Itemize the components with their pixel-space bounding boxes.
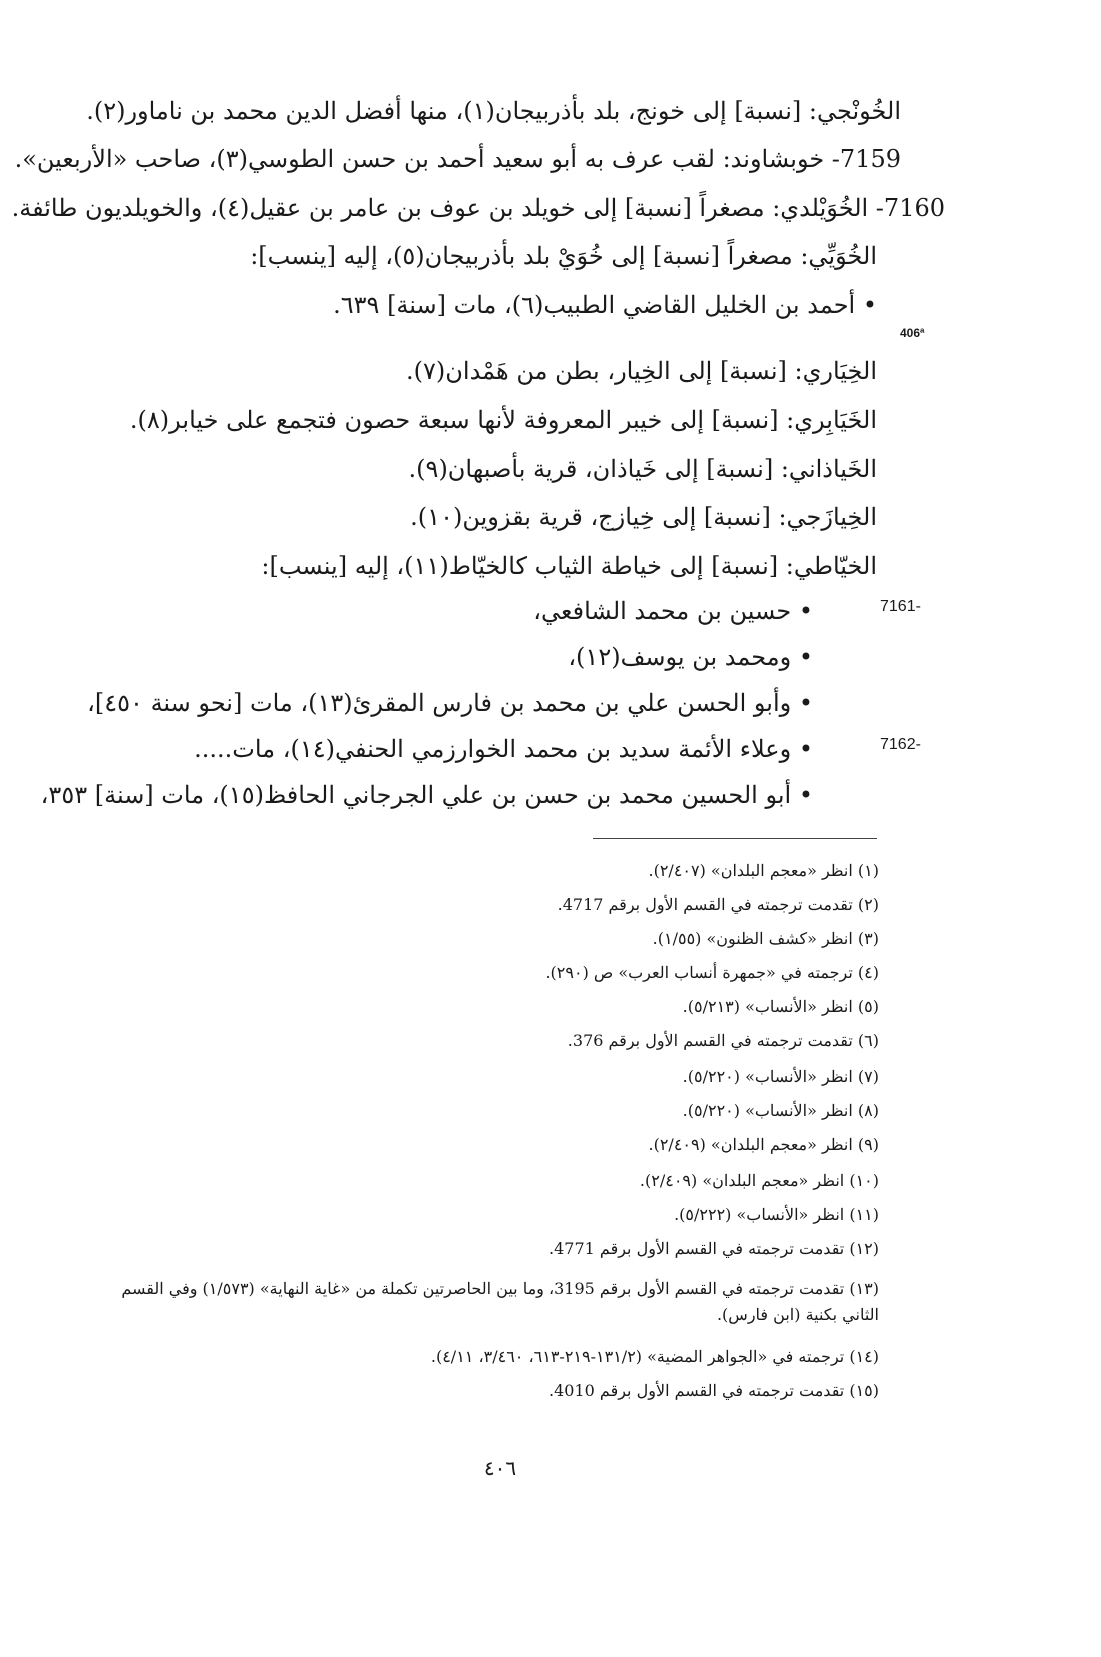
- entry-khiyazaji: الخِيازَجي: [نسبة] إلى خِيازج، قرية بقزوين(١٠).: [410, 503, 877, 531]
- footnote-2: (٢) تقدمت ترجمته في القسم الأول برقم 4717.: [557, 895, 879, 914]
- entry-ala-aimma: • وعلاء الأئمة سديد بن محمد الخوارزمي الحنفي(١٤)، مات.....: [194, 735, 813, 763]
- entry-khayadhani: الخَياذاني: [نسبة] إلى خَياذان، قرية بأصبهان(٩).: [408, 455, 877, 483]
- footnote-7: (٧) انظر «الأنساب» (٥/٢٢٠).: [682, 1067, 879, 1086]
- footnote-14: (١٤) ترجمته في «الجواهر المضية» (١٣١/٢-٢١٩-٦١٣، ٣/٤٦٠، ٤/١١).: [430, 1347, 879, 1366]
- footnote-9: (٩) انظر «معجم البلدان» (٢/٤٠٩).: [648, 1135, 879, 1154]
- footnote-13: (١٣) تقدمت ترجمته في القسم الأول برقم 3195، وما بين الحاصرتين تكملة من «غاية النهاية» (١/٥٧٣) وفي القسم الثاني بكنية (ابن فارس).: [121, 1279, 879, 1324]
- entry-number-7161: 7161-: [880, 598, 921, 615]
- footnote-4: (٤) ترجمته في «جمهرة أنساب العرب» ص (٢٩٠).: [545, 963, 879, 982]
- entry-khayabiri: الخَيَابِري: [نسبة] إلى خيبر المعروفة لأنها سبعة حصون فتجمع على خيابر(٨).: [129, 406, 877, 434]
- footnote-3: (٣) انظر «كشف الظنون» (١/٥٥).: [652, 929, 879, 948]
- footnote-10: (١٠) انظر «معجم البلدان» (٢/٤٠٩).: [639, 1171, 879, 1190]
- footnote-6: (٦) تقدمت ترجمته في القسم الأول برقم 376.: [567, 1031, 879, 1050]
- footnote-1: (١) انظر «معجم البلدان» (٢/٤٠٧).: [648, 861, 879, 880]
- entry-abu-husayn: • أبو الحسين محمد بن حسن بن علي الجرجاني الحافظ(١٥)، مات [سنة] ٣٥٣،: [40, 781, 813, 809]
- entry-khunji: الخُونْجي: [نسبة] إلى خونج، بلد بأذربيجان(١)، منها أفضل الدين محمد بن ناماور(٢).: [86, 97, 901, 125]
- entry-abu-hasan: • وأبو الحسن علي بن محمد بن فارس المقرئ(١٣)، مات [نحو سنة ٤٥٠]،: [87, 689, 813, 717]
- entry-khiyari: الخِيَاري: [نسبة] إلى الخِيار، بطن من هَمْدان(٧).: [406, 357, 877, 385]
- entry-7159: 7159- خوبشاوند: لقب عرف به أبو سعيد أحمد بن حسن الطوسي(٣)، صاحب «الأربعين».: [14, 145, 901, 173]
- entry-khuwayyi: الخُوَيِّي: مصغراً [نسبة] إلى خُوَيْ بلد بأذربيجان(٥)، إليه [ينسب]:: [250, 242, 877, 270]
- footnote-12: (١٢) تقدمت ترجمته في القسم الأول برقم 4771.: [549, 1239, 879, 1258]
- footnote-8: (٨) انظر «الأنساب» (٥/٢٢٠).: [682, 1101, 879, 1120]
- margin-folio-reference: 406ª: [900, 326, 925, 340]
- entry-ahmad-khalil: • أحمد بن الخليل القاضي الطبيب(٦)، مات [سنة] ٦٣٩.: [333, 291, 877, 319]
- footnote-15: (١٥) تقدمت ترجمته في القسم الأول برقم 4010.: [549, 1381, 879, 1400]
- footnote-11: (١١) انظر «الأنساب» (٥/٢٢٢).: [674, 1205, 879, 1224]
- entry-number-7162: 7162-: [880, 736, 921, 753]
- footnote-5: (٥) انظر «الأنساب» (٥/٢١٣).: [682, 997, 879, 1016]
- page-number: ٤٠٦: [483, 1456, 517, 1480]
- entry-husayn: • حسين بن محمد الشافعي،: [533, 597, 813, 625]
- entry-muhammad-yusuf: • ومحمد بن يوسف(١٢)،: [568, 643, 813, 671]
- entry-7160: 7160- الخُوَيْلدي: مصغراً [نسبة] إلى خويلد بن عوف بن عامر بن عقيل(٤)، والخويلديون طائفة.: [11, 194, 945, 222]
- entry-khayyati: الخيّاطي: [نسبة] إلى خياطة الثياب كالخيّاط(١١)، إليه [ينسب]:: [261, 552, 877, 580]
- footnote-separator: [593, 838, 877, 839]
